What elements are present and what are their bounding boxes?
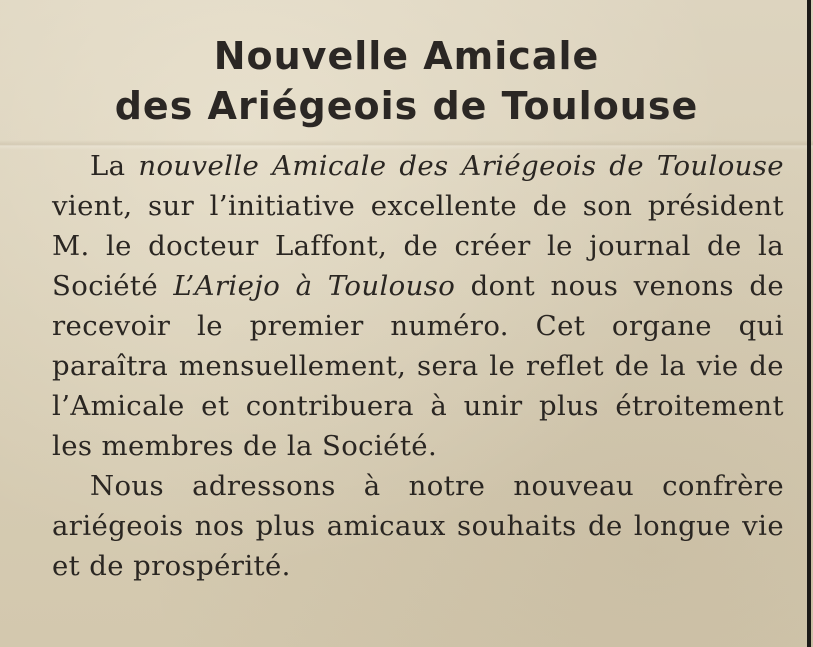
article-paragraph-2: Nous adressons à notre nouveau confrère ariégeois nos plus amicaux souhaits de longue vie et de prospérité. bbox=[52, 470, 784, 582]
article-title-line-1: Nouvelle Amicale bbox=[213, 34, 600, 78]
article-paragraph-1 bbox=[52, 146, 784, 466]
para1-italic-journal-name: L’Ariejo à Toulouso bbox=[173, 270, 456, 302]
para1-italic-society-name: nouvelle Amicale des Ariégeois de Toulouse bbox=[138, 150, 784, 182]
para1-text-1: La bbox=[90, 150, 139, 182]
para1-text-2: vient, sur l’initiative excellente de son président M. le docteur Laffont, de créer le journal de la Société bbox=[52, 190, 784, 302]
article-title-line-2: des Ariégeois de Toulouse bbox=[114, 84, 699, 128]
article-body bbox=[52, 146, 784, 586]
para1-text-3: dont nous venons de recevoir le premier numéro. Cet organe qui paraîtra mensuellement, sera le reflet de la vie de l’Amicale et contribuera à unir plus étroitement les membres de la Société. bbox=[52, 270, 784, 462]
